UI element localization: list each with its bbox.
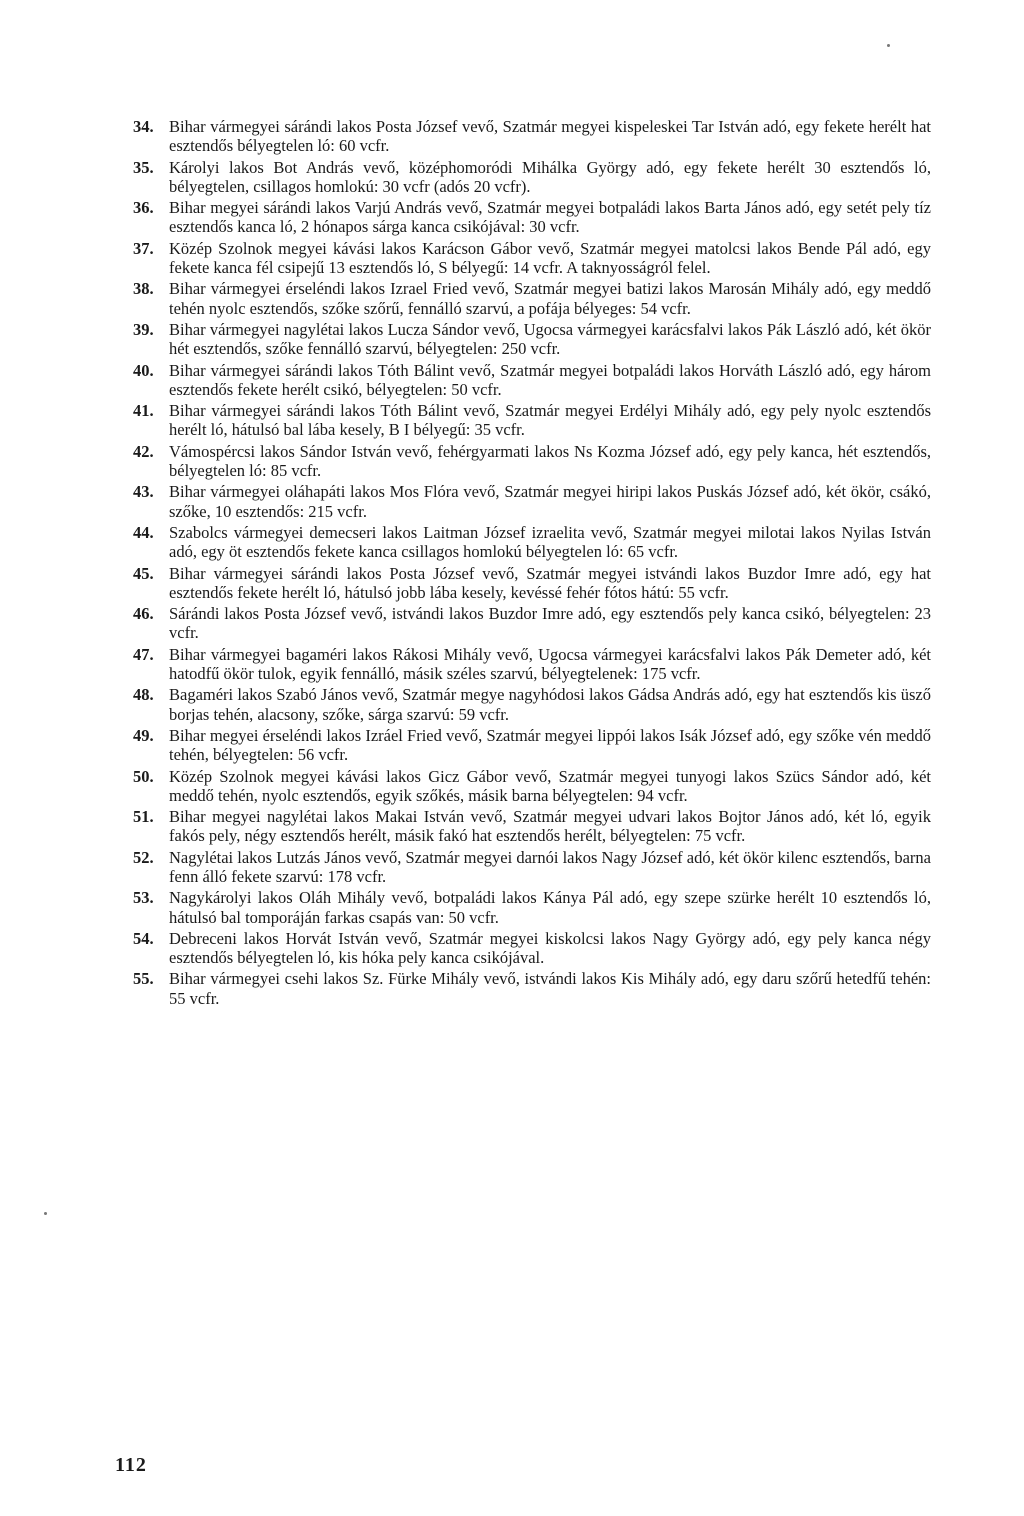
entry-text: Bihar vármegyei csehi lakos Sz. Fürke Mihály vevő, istvándi lakos Kis Mihály adó, egy daru szőrű hetedfű tehén: 55 vcfr. xyxy=(169,969,931,1008)
entry-number: 34. xyxy=(133,117,154,136)
list-item xyxy=(133,320,931,359)
entry-text: Bihar vármegyei bagaméri lakos Rákosi Mihály vevő, Ugocsa vármegyei karácsfalvi lakos Pák Demeter adó, két hatodfű ökör tulok, egyik fennálló, másik széles szarvú, bélyegtelenek: 175 vcfr. xyxy=(169,644,931,684)
list-item xyxy=(133,401,931,440)
entry-number: 45. xyxy=(133,563,154,583)
entry-text: Nagylétai lakos Lutzás János vevő, Szatmár megyei darnói lakos Nagy József adó, két ökör kilenc esztendős, barna fenn álló fekete szarvú: 178 vcfr. xyxy=(169,847,931,886)
entry-text: Bagaméri lakos Szabó János vevő, Szatmár megye nagyhódosi lakos Gádsa András adó, egy hat esztendős kis üsző borjas tehén, alacsony, szőke, sárga szarvú: 59 vcfr. xyxy=(169,685,931,724)
list-item xyxy=(133,969,931,1008)
list-item xyxy=(133,239,931,278)
list-item xyxy=(133,604,931,643)
entry-number: 40. xyxy=(133,360,154,380)
entry-number: 47. xyxy=(133,644,154,664)
list-item xyxy=(133,645,931,684)
entry-text: Nagykárolyi lakos Oláh Mihály vevő, botpaládi lakos Kánya Pál adó, egy szepe szürke herélt 10 esztendős ló, hátulsó bal tomporáján farkas csapás van: 50 vcfr. xyxy=(169,888,931,927)
list-item xyxy=(133,361,931,400)
entry-number: 51. xyxy=(133,807,154,827)
entry-text: Bihar vármegyei sárándi lakos Tóth Bálint vevő, Szatmár megyei Erdélyi Mihály adó, egy pely nyolc esztendős herélt ló, hátulsó bal lába kesely, B I bélyegű: 35 vcfr. xyxy=(169,401,931,440)
list-item xyxy=(133,888,931,927)
entry-text: Bihar vármegyei sárándi lakos Posta József vevő, Szatmár megyei istvándi lakos Buzdor Imre adó, egy hat esztendős fekete herélt ló, hátulsó jobb lába kesely, kevéssé fehér fótos hátú: 55 vcfr. xyxy=(169,563,931,602)
entry-number: 41. xyxy=(133,401,154,421)
entry-text: Közép Szolnok megyei kávási lakos Karácson Gábor vevő, Szatmár megyei matolcsi lakos Bende Pál adó, egy fekete kanca fél csipejű 13 esztendős ló, S bélyegű: 14 vcfr. A taknyosságról felel. xyxy=(169,238,931,278)
entry-number: 35. xyxy=(133,157,154,177)
entry-number: 54. xyxy=(133,928,154,948)
entry-text: Vámospércsi lakos Sándor István vevő, fehérgyarmati lakos Ns Kozma József adó, egy pely kanca, hét esztendős, bélyegtelen ló: 85 vcfr. xyxy=(169,441,931,481)
list-item xyxy=(133,807,931,846)
entry-list xyxy=(133,117,931,1010)
entry-text: Közép Szolnok megyei kávási lakos Gicz Gábor vevő, Szatmár megyei tunyogi lakos Szücs Sándor adó, két meddő tehén, nyolc esztendős, egyik szőkés, másik barna bélyegtelen: 94 vcfr. xyxy=(169,766,931,805)
list-item xyxy=(133,564,931,603)
list-item xyxy=(133,685,931,724)
entry-number: 50. xyxy=(133,766,154,786)
list-item xyxy=(133,929,931,968)
entry-number: 53. xyxy=(133,888,154,908)
entry-text: Bihar vármegyei sárándi lakos Posta József vevő, Szatmár megyei kispeleskei Tar István adó, egy fekete herélt hat esztendős bélyegtelen ló: 60 vcfr. xyxy=(169,117,931,156)
entry-text: Szabolcs vármegyei demecseri lakos Laitman József izraelita vevő, Szatmár megyei milotai lakos Nyilas István adó, egy öt esztendős fekete kanca csillagos homlokú bélyegtelen ló: 65 vcfr. xyxy=(169,522,931,562)
entry-number: 55. xyxy=(133,969,154,989)
list-item xyxy=(133,198,931,237)
entry-number: 48. xyxy=(133,685,154,705)
scan-speck xyxy=(887,44,890,47)
list-item xyxy=(133,726,931,765)
entry-text: Károlyi lakos Bot András vevő, középhomoródi Mihálka György adó, egy fekete herélt 30 esztendős ló, bélyegtelen, csillagos homlokú: 30 vcfr (adós 20 vcfr). xyxy=(169,157,931,196)
list-item xyxy=(133,848,931,887)
list-item xyxy=(133,442,931,481)
entry-text: Bihar megyei nagylétai lakos Makai István vevő, Szatmár megyei udvari lakos Bojtor János adó, két ló, egyik fakós pely, négy esztendős herélt, másik fakó hat esztendős herélt, bélyegtelen: 75 vcfr. xyxy=(169,807,931,846)
list-item xyxy=(133,158,931,197)
page-number: 112 xyxy=(115,1454,147,1476)
list-item xyxy=(133,767,931,806)
entry-number: 42. xyxy=(133,441,154,461)
entry-number: 43. xyxy=(133,482,154,502)
list-item xyxy=(133,279,931,318)
list-item xyxy=(133,482,931,521)
entry-text: Sárándi lakos Posta József vevő, istvándi lakos Buzdor Imre adó, egy esztendős pely kanca csikó, bélyegtelen: 23 vcfr. xyxy=(169,604,931,643)
entry-number: 52. xyxy=(133,847,154,867)
entry-text: Bihar vármegyei nagylétai lakos Lucza Sándor vevő, Ugocsa vármegyei karácsfalvi lakos Pák László adó, két ökör hét esztendős, szőke fennálló szarvú, bélyegtelen: 250 vcfr. xyxy=(169,319,931,359)
entry-number: 46. xyxy=(133,604,154,624)
entry-number: 36. xyxy=(133,198,154,218)
entry-text: Bihar megyei sárándi lakos Varjú András vevő, Szatmár megyei botpaládi lakos Barta János adó, egy setét pely tíz esztendős kanca ló, 2 hónapos sárga kanca csikójával: 30 vcfr. xyxy=(169,198,931,237)
entry-number: 44. xyxy=(133,522,154,542)
list-item xyxy=(133,117,931,156)
entry-text: Bihar vármegyei sárándi lakos Tóth Bálint vevő, Szatmár megyei botpaládi lakos Horváth László adó, egy három esztendős fekete herélt csikó, bélyegtelen: 50 vcfr. xyxy=(169,360,931,399)
entry-number: 49. xyxy=(133,725,154,745)
entry-number: 37. xyxy=(133,238,154,258)
entry-number: 38. xyxy=(133,279,154,299)
entry-text: Bihar vármegyei oláhapáti lakos Mos Flóra vevő, Szatmár megyei hiripi lakos Puskás József adó, két ökör, csákó, szőke, 10 esztendős: 215 vcfr. xyxy=(169,482,931,521)
entry-text: Bihar megyei érseléndi lakos Izráel Fried vevő, Szatmár megyei lippói lakos Isák József adó, egy szőke vén meddő tehén, bélyegtelen: 56 vcfr. xyxy=(169,725,931,765)
entry-text: Debreceni lakos Horvát István vevő, Szatmár megyei kiskolcsi lakos Nagy György adó, egy pely kanca négy esztendős bélyegtelen ló, kis hóka pely kanca csikójával. xyxy=(169,928,931,968)
scan-speck xyxy=(44,1212,47,1215)
entry-text: Bihar vármegyei érseléndi lakos Izrael Fried vevő, Szatmár megyei batizi lakos Marosán Mihály adó, egy meddő tehén nyolc esztendős, szőke szőrű, fennálló szarvú, a pofája bélyeges: 54 vcfr. xyxy=(169,279,931,318)
entry-number: 39. xyxy=(133,319,154,339)
list-item xyxy=(133,523,931,562)
